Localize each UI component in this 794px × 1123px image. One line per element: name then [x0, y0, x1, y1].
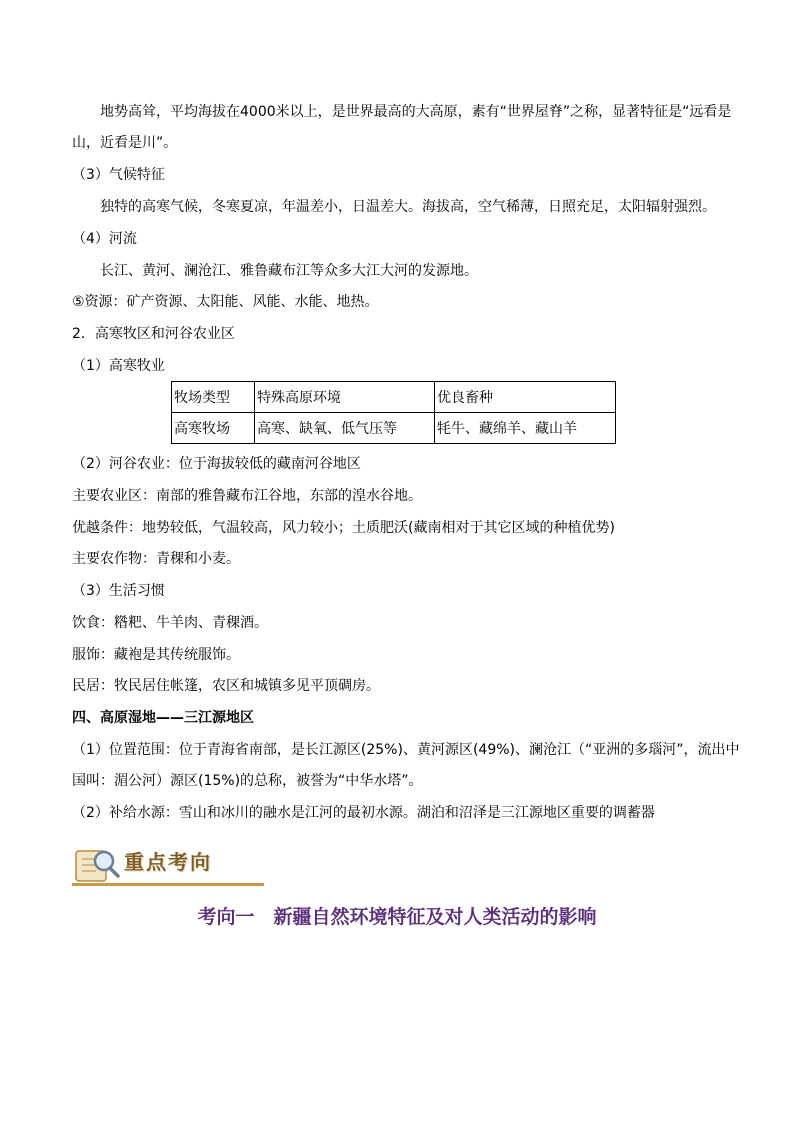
line-3: （3）气候特征 — [72, 167, 165, 183]
banner-divider — [72, 883, 264, 886]
line-8: 2．高寒牧区和河谷农业区 — [72, 326, 235, 342]
table-cell: 牦牛、藏绵羊、藏山羊 — [435, 413, 616, 444]
line-11: 主要农业区：南部的雅鲁藏布江谷地，东部的湟水谷地。 — [72, 488, 422, 504]
banner-label: 重点考向 — [124, 850, 212, 874]
line-21: （2）补给水源：雪山和冰川的融水是江河的最初水源。湖泊和沼泽是三江源地区重要的调蓄器 — [72, 805, 655, 821]
table-cell: 高寒、缺氧、低气压等 — [255, 413, 435, 444]
table-row — [172, 413, 616, 444]
line-17: 民居：牧民居住帐篷，农区和城镇多见平顶碉房。 — [72, 678, 380, 694]
page-heading: 考向一 新疆自然环境特征及对人类活动的影响 — [197, 906, 597, 928]
table-header-row — [172, 382, 616, 413]
table-header-cell: 牧场类型 — [172, 382, 255, 413]
line-9: （1）高寒牧业 — [72, 358, 165, 374]
livestock-table — [171, 381, 616, 444]
section-heading: 四、高原湿地——三江源地区 — [72, 710, 254, 726]
table-header-cell: 特殊高原环境 — [255, 382, 435, 413]
line-19: （1）位置范围：位于青海省南部，是长江源区(25%)、黄河源区(49%)、澜沧江（“亚洲的多瑙河”，流出中 — [72, 742, 740, 758]
line-2: 山，近看是川”。 — [72, 135, 178, 151]
line-1: 地势高耸，平均海拔在4000米以上，是世界最高的大高原，素有“世界屋脊”之称，显著特征是“远看是 — [100, 104, 732, 120]
line-16: 服饰：藏袍是其传统服饰。 — [72, 647, 240, 663]
line-4: 独特的高寒气候，冬寒夏凉，年温差小，日温差大。海拔高，空气稀薄，日照充足，太阳辐射强烈。 — [100, 199, 716, 215]
line-10: （2）河谷农业：位于海拔较低的藏南河谷地区 — [72, 456, 361, 472]
line-13: 主要农作物：青稞和小麦。 — [72, 551, 240, 567]
line-12: 优越条件：地势较低，气温较高，风力较小；土质肥沃(藏南相对于其它区域的种植优势) — [72, 520, 615, 536]
line-5: （4）河流 — [72, 231, 137, 247]
line-15: 饮食：糌粑、牛羊肉、青稞酒。 — [72, 615, 268, 631]
table-header-cell: 优良畜种 — [435, 382, 616, 413]
line-20: 国叫：湄公河）源区(15%)的总称，被誉为“中华水塔”。 — [72, 773, 423, 789]
line-14: （3）生活习惯 — [72, 583, 165, 599]
table-cell: 高寒牧场 — [172, 413, 255, 444]
line-7: ⑤资源：矿产资源、太阳能、风能、水能、地热。 — [72, 294, 379, 310]
line-6: 长江、黄河、澜沧江、雅鲁藏布江等众多大江大河的发源地。 — [100, 263, 478, 279]
